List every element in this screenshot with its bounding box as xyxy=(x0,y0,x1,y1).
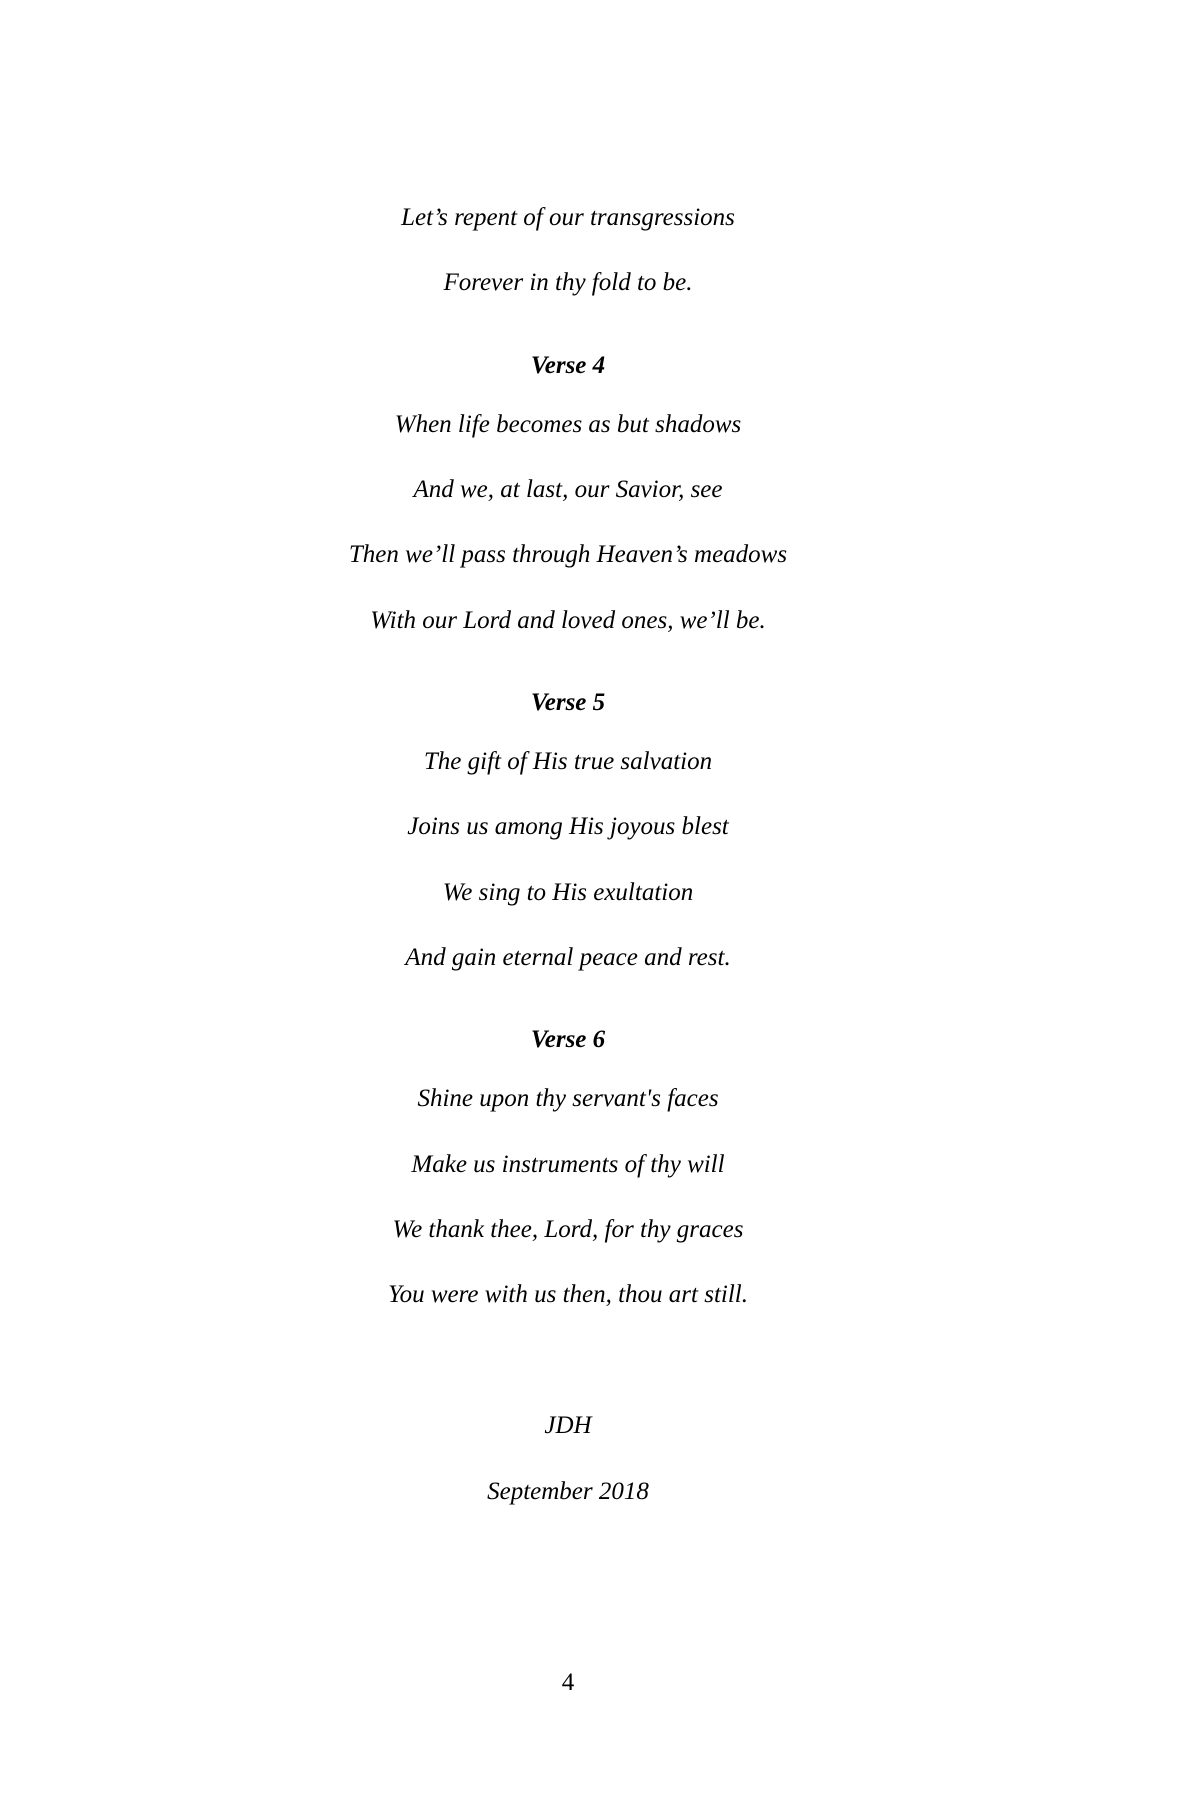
verse-heading: Verse 4 xyxy=(530,352,606,379)
poem-line: With our Lord and loved ones, we’ll be. xyxy=(370,607,766,634)
poem-line: The gift of His true salvation xyxy=(423,748,713,775)
poem-line: Joins us among His joyous blest xyxy=(407,813,729,840)
poem-line: Shine upon thy servant's faces xyxy=(417,1085,719,1112)
poem-line: Make us instruments of thy will xyxy=(411,1151,725,1178)
author-initials: JDH xyxy=(544,1412,592,1439)
verse-heading: Verse 5 xyxy=(530,689,606,716)
poem-line: We thank thee, Lord, for thy graces xyxy=(392,1216,744,1243)
poem-line: And gain eternal peace and rest. xyxy=(405,944,731,971)
verse-heading: Verse 6 xyxy=(530,1026,606,1053)
page-number: 4 xyxy=(561,1669,575,1696)
poem-line: And we, at last, our Savior, see xyxy=(413,476,723,503)
poem-line: You were with us then, thou art still. xyxy=(388,1281,748,1308)
poem-line: Then we’ll pass through Heaven’s meadows xyxy=(348,541,788,568)
poem-line: Forever in thy fold to be. xyxy=(443,269,693,296)
date: September 2018 xyxy=(487,1478,649,1505)
poem-line: When life becomes as but shadows xyxy=(394,411,742,438)
poem-line: Let’s repent of our transgressions xyxy=(401,204,735,231)
poem-line: We sing to His exultation xyxy=(442,879,694,906)
